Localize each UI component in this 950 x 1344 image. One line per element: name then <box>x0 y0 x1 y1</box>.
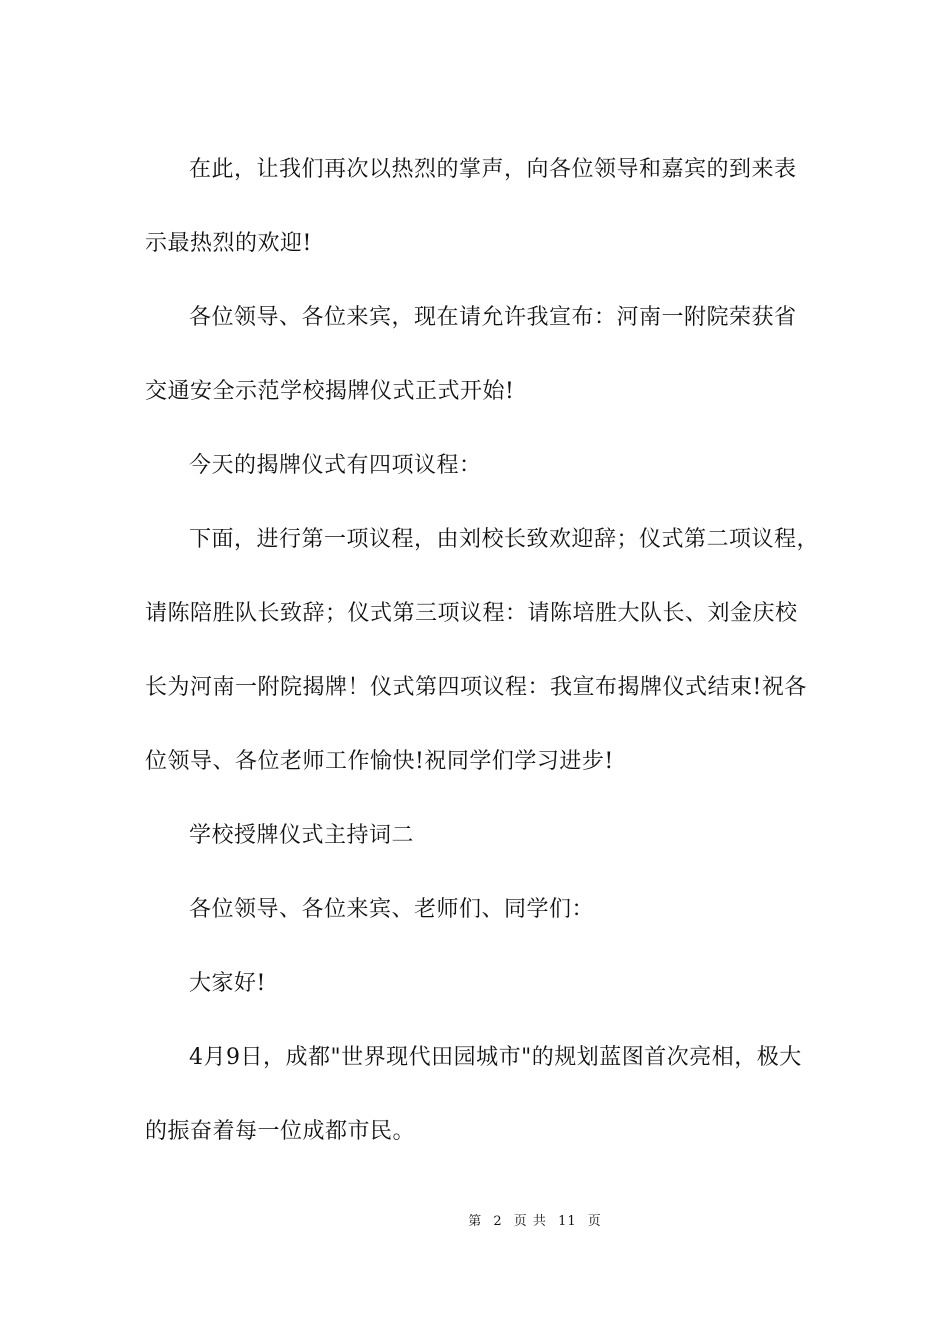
footer-current-page: 2 <box>493 1214 503 1229</box>
footer-prefix: 第 <box>468 1214 483 1229</box>
section-heading: 学校授牌仪式主持词二 <box>189 823 415 848</box>
paragraph-line: 各位领导、各位来宾、老师们、同学们： <box>189 897 595 922</box>
document-body <box>145 133 825 1169</box>
paragraph-line: 在此，让我们再次以热烈的掌声，向各位领导和嘉宾的到来表 <box>189 157 797 182</box>
paragraph-line: 大家好! <box>189 971 266 996</box>
paragraph-line: 长为河南一附院揭牌！仪式第四项议程：我宣布揭牌仪式结束!祝各 <box>145 675 807 700</box>
paragraph-line: 请陈陪胜队长致辞；仪式第三项议程：请陈培胜大队长、刘金庆校 <box>145 601 798 626</box>
paragraph-line: 4月9日，成都"世界现代田园城市"的规划蓝图首次亮相，极大 <box>189 1045 802 1070</box>
footer-total-pages: 11 <box>558 1214 577 1229</box>
paragraph-line: 下面，进行第一项议程，由刘校长致欢迎辞；仪式第二项议程， <box>189 527 820 552</box>
paragraph-line: 今天的揭牌仪式有四项议程： <box>189 453 482 478</box>
footer-middle: 页 共 <box>513 1214 547 1229</box>
paragraph-line: 位领导、各位老师工作愉快!祝同学们学习进步! <box>145 749 614 774</box>
paragraph-line: 的振奋着每一位成都市民。 <box>145 1119 416 1144</box>
paragraph-line: 各位领导、各位来宾，现在请允许我宣布：河南一附院荣获省 <box>189 305 797 330</box>
footer-suffix: 页 <box>587 1214 602 1229</box>
paragraph-line: 交通安全示范学校揭牌仪式正式开始! <box>145 379 515 404</box>
paragraph-line: 示最热烈的欢迎! <box>145 231 312 256</box>
page-footer <box>0 1210 950 1229</box>
